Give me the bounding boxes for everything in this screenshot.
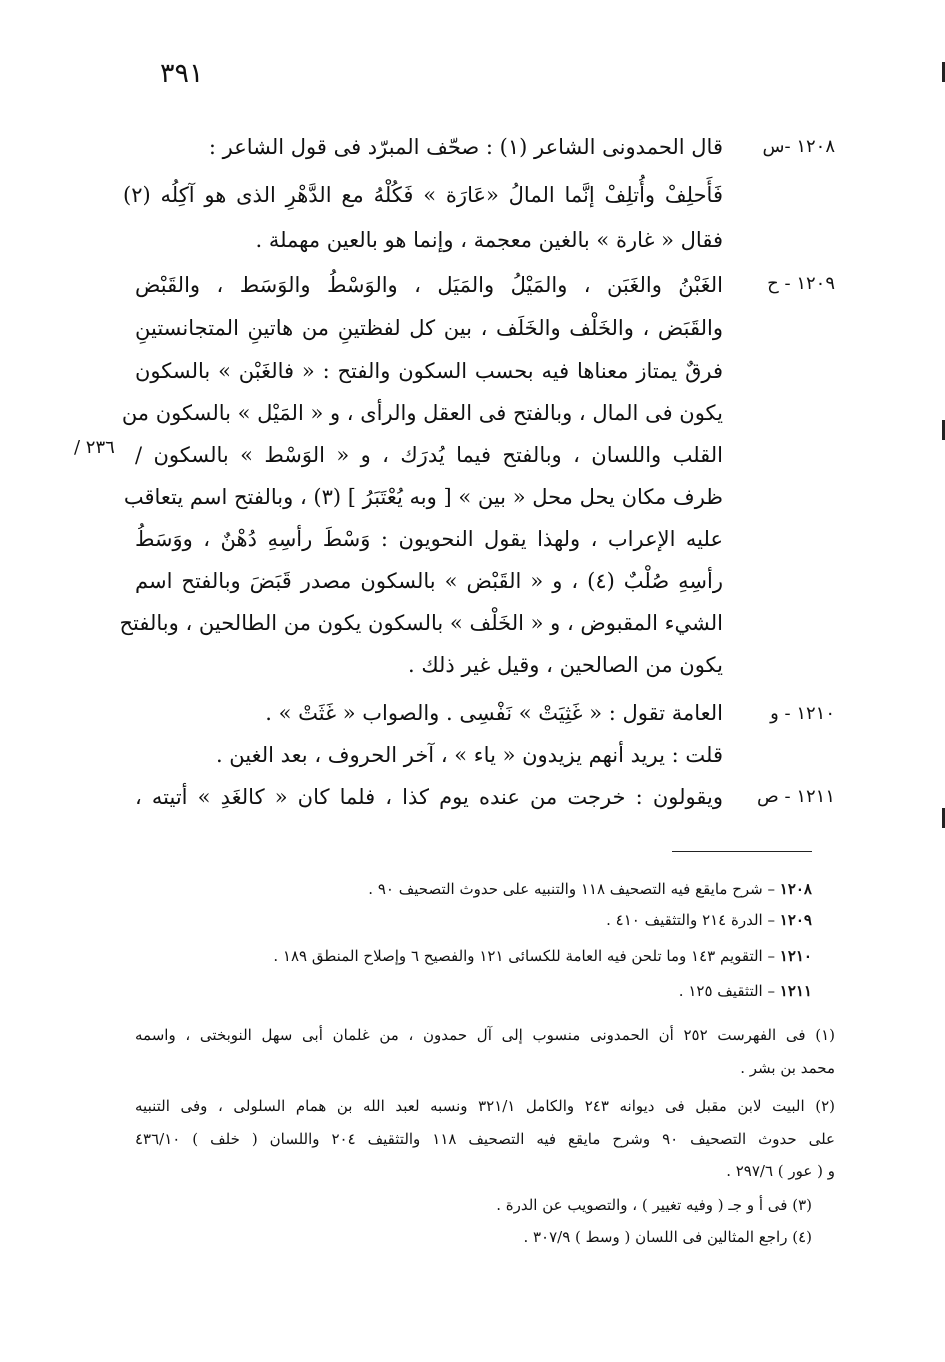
entry-1209-line-6: ظرف مكان يحل محل « بين » [ وبه يُعْتَبَرُ ] (٣) ، وبالفتح اسم يتعاقب: [123, 485, 723, 509]
note-1-line-2: محمد بن بشر .: [740, 1059, 835, 1077]
note-2-line-3: و ( عور ) ٢٩٧/٦ .: [726, 1162, 835, 1180]
source-ref-number: ١٢٠٨: [779, 880, 812, 898]
source-ref-1210: [132, 944, 812, 968]
note-4: (٤) راجع المثالين فى اللسان ( وسط ) ٣٠٧/٩ .: [523, 1228, 812, 1246]
entry-number-1208: ١٢٠٨ -س: [762, 136, 835, 157]
source-ref-text: – شرح مايقع فيه التصحيف ١١٨ والتنبيه على حدوث التصحيف ٩٠ .: [368, 880, 780, 898]
entry-1208-line-1: قال الحمدونى الشاعر (١) : صحّف المبرّد فى قول الشاعر :: [208, 135, 723, 159]
entry-1209-line-10: يكون من الصالحين ، وقيل غير ذلك .: [407, 653, 723, 677]
margin-page-reference: ٢٣٦ /: [74, 437, 115, 458]
source-ref-number: ١٢١١: [779, 982, 812, 1000]
note-2-line-1: (٢) البيت لابن مقبل فى ديوانه ٢٤٣ والكامل ٣٢١/١ ونسبه لعبد الله بن همام السلولى ، وفى التنبيه: [135, 1097, 835, 1115]
entry-1210-line-2: قلت : يريد أنهم يزيدون « ياء » ، آخر الحروف ، بعد الغين .: [215, 743, 723, 767]
entry-number-1209: ١٢٠٩ - ح: [767, 273, 835, 294]
source-ref-1209: [132, 908, 812, 932]
source-ref-text: – التثقيف ١٢٥ .: [678, 982, 780, 1000]
entry-1209-line-8: رأسِهِ صُلْبٌ (٤) ، و « القَبْض » بالسكون مصدر قَبَضَ وبالفتح اسم: [135, 569, 724, 593]
page-number: ٣٩١: [160, 58, 204, 89]
entry-1209-line-4: يكون فى المال ، وبالفتح فى العقل والرأى ، و « المَيْل » بالسكون من: [121, 401, 723, 425]
source-ref-text: – التقويم ١٤٣ وما تلحن فيه العامة للكسائى ١٢١ والفصيح ٦ وإصلاح المنطق ١٨٩ .: [273, 947, 780, 965]
note-1-line-1: (١) فى الفهرست ٢٥٢ أن الحمدونى منسوب إلى آل حمدون ، من غلمان أبى سهل النوبختى ، واسمه: [135, 1026, 835, 1044]
footnote-separator: [672, 851, 812, 852]
source-ref-number: ١٢١٠: [779, 947, 812, 965]
entry-1210-line-1: العامة تقول : « غَثِيَتْ » نَفْسِى . والصواب « غَثَتْ » .: [265, 701, 723, 725]
entry-1209-line-3: فرقٌ يمتاز معناها فيه بحسب السكون والفتح : « فالغَبْن » بالسكون: [135, 359, 723, 383]
entry-1209-line-2: والقَبَض ، والخَلْف والخَلَف ، بين كل لفظتينِ من هاتينِ المتجانستينِ: [135, 316, 723, 340]
entry-1209-line-5: القلب واللسان ، وبالفتح فيما يُدرَك ، و « الوَسْط » بالسكون /: [135, 443, 723, 467]
source-ref-number: ١٢٠٩: [779, 911, 812, 929]
entry-number-1210: ١٢١٠ - و: [770, 703, 835, 724]
entry-1211-line-1: ويقولون : خرجت من عنده يوم كذا ، فلما كان « كالغَدِ » أتيته ،: [135, 785, 723, 809]
entry-number-1211: ١٢١١ - ص: [757, 786, 835, 807]
source-ref-1211: [132, 979, 812, 1003]
source-ref-text: – الدرة ٢١٤ والتثقيف ٤١٠ .: [606, 911, 780, 929]
entry-1208-verse: فَأَحلِفْ وأُتلِفْ إنَّما المالُ «عَارَة » فَكُلْهُ مع الدَّهْرِ الذى هو آكِلُه (٢): [123, 183, 723, 207]
source-ref-1208: [132, 877, 812, 901]
entry-1208-line-3: فقال « غارة » بالغين معجمة ، وإنما هو بالعين مهملة .: [255, 228, 723, 252]
note-3: (٣) فى أ و جـ ( وفيه تغيير ) ، والتصويب عن الدرة .: [496, 1196, 812, 1214]
entry-1209-line-1: الغَبْنُ والغَبَن ، والمَيْلُ والمَيَل ، والوَسْطُ والوَسَط ، والقَبْض: [135, 273, 723, 297]
entry-1209-line-9: الشيء المقبوض ، و « الخَلْف » بالسكون يكون من الطالحين ، وبالفتح: [119, 611, 723, 635]
entry-1209-line-7: عليه الإعراب ، ولهذا يقول النحويون : وَسْطَ رأسِهِ دُهْنٌ ، ووَسَطُ: [135, 527, 723, 551]
note-2-line-2: على حدوث التصحيف ٩٠ وشرح مايقع فيه التصحيف ١١٨ والتثقيف ٢٠٤ واللسان ( خلف ) ٤٣٦/١٠: [135, 1130, 835, 1148]
